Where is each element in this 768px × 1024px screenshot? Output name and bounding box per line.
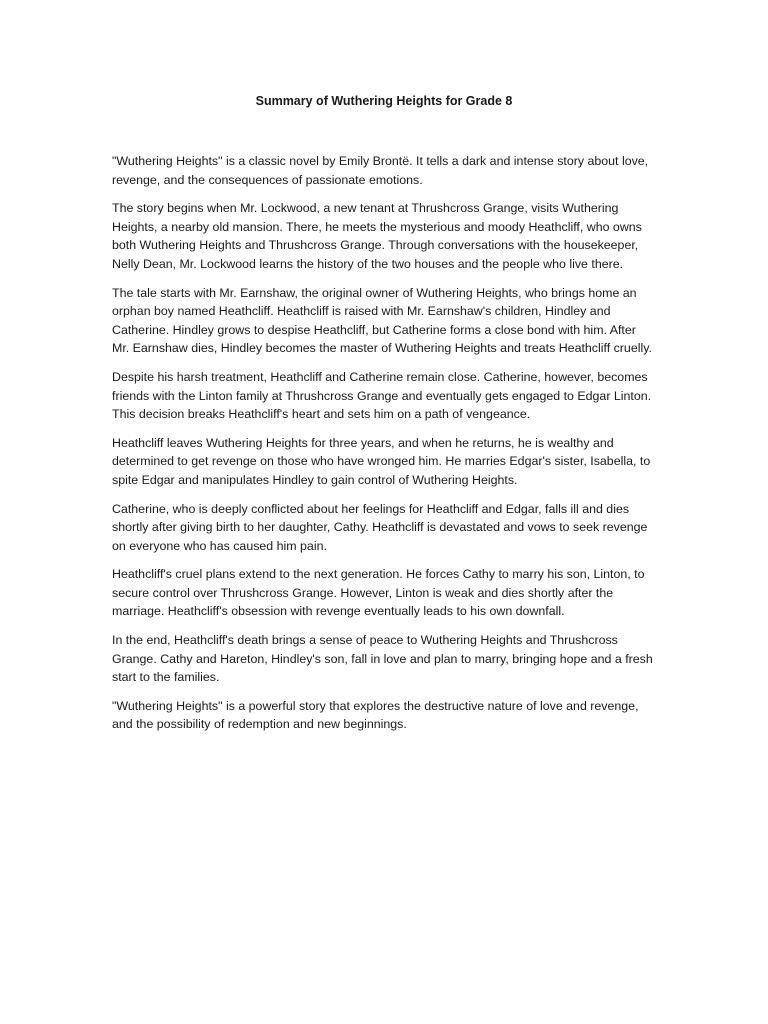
document-title: Summary of Wuthering Heights for Grade 8 (255, 94, 513, 108)
paragraph-heathcliff-leaves: Heathcliff leaves Wuthering Heights for three years, and when he returns, he is wealthy and determined to get revenge on those who have wronged him. He marries Edgar's sister, Isabella, to spite Edgar and manipulates Hindley to gain control of Wuthering Heights. (112, 435, 651, 487)
paragraph-tale-starts: The tale starts with Mr. Earnshaw, the original owner of Wuthering Heights, who brings home an orphan boy named Heathcliff. Heathcliff is raised with Mr. Earnshaw's children, Hindley and Catherine. Hindley grows to despise Heathcliff, but Catherine forms a close bond with him. After Mr. Earnshaw dies, Hindley becomes the master of Wuthering Heights and treats Heathcliff cruelly. (112, 285, 652, 356)
paragraph-intro: "Wuthering Heights" is a classic novel by Emily Brontë. It tells a dark and intense story about love, revenge, and the consequences of passionate emotions. (112, 154, 649, 187)
paragraph-harsh-treatment: Despite his harsh treatment, Heathcliff and Catherine remain close. Catherine, however, becomes friends with the Linton family at Thrushcross Grange and eventually gets engaged to Edgar Linton. This decision breaks Heathcliff's heart and sets him on a path of vengeance. (112, 369, 652, 422)
paragraph-catherine-dies: Catherine, who is deeply conflicted about her feelings for Heathcliff and Edgar, falls ill and dies shortly after giving birth to her daughter, Cathy. Heathcliff is devastated and vows to seek revenge on everyone who has caused him pain. (112, 501, 648, 553)
paragraph-the-end: In the end, Heathcliff's death brings a sense of peace to Wuthering Heights and Thrushcross Grange. Cathy and Hareton, Hindley's son, fall in love and plan to marry, bringing hope and a fresh start to the families. (112, 633, 653, 685)
paragraph-next-generation: Heathcliff's cruel plans extend to the next generation. He forces Cathy to marry his son, Linton, to secure control over Thrushcross Grange. However, Linton is weak and dies shortly after the marriage. Heathcliff's obsession with revenge eventually leads to his own downfall. (112, 567, 645, 619)
paragraph-conclusion: "Wuthering Heights" is a powerful story that explores the destructive nature of love and revenge, and the possibility of redemption and new beginnings. (112, 698, 639, 732)
paragraph-story-begins: The story begins when Mr. Lockwood, a new tenant at Thrushcross Grange, visits Wuthering Heights, a nearby old mansion. There, he meets the mysterious and moody Heathcliff, who owns both Wuthering Heights and Thrushcross Grange. Through conversations with the housekeeper, Nelly Dean, Mr. Lockwood learns the history of the two houses and the people who live there. (112, 201, 642, 271)
